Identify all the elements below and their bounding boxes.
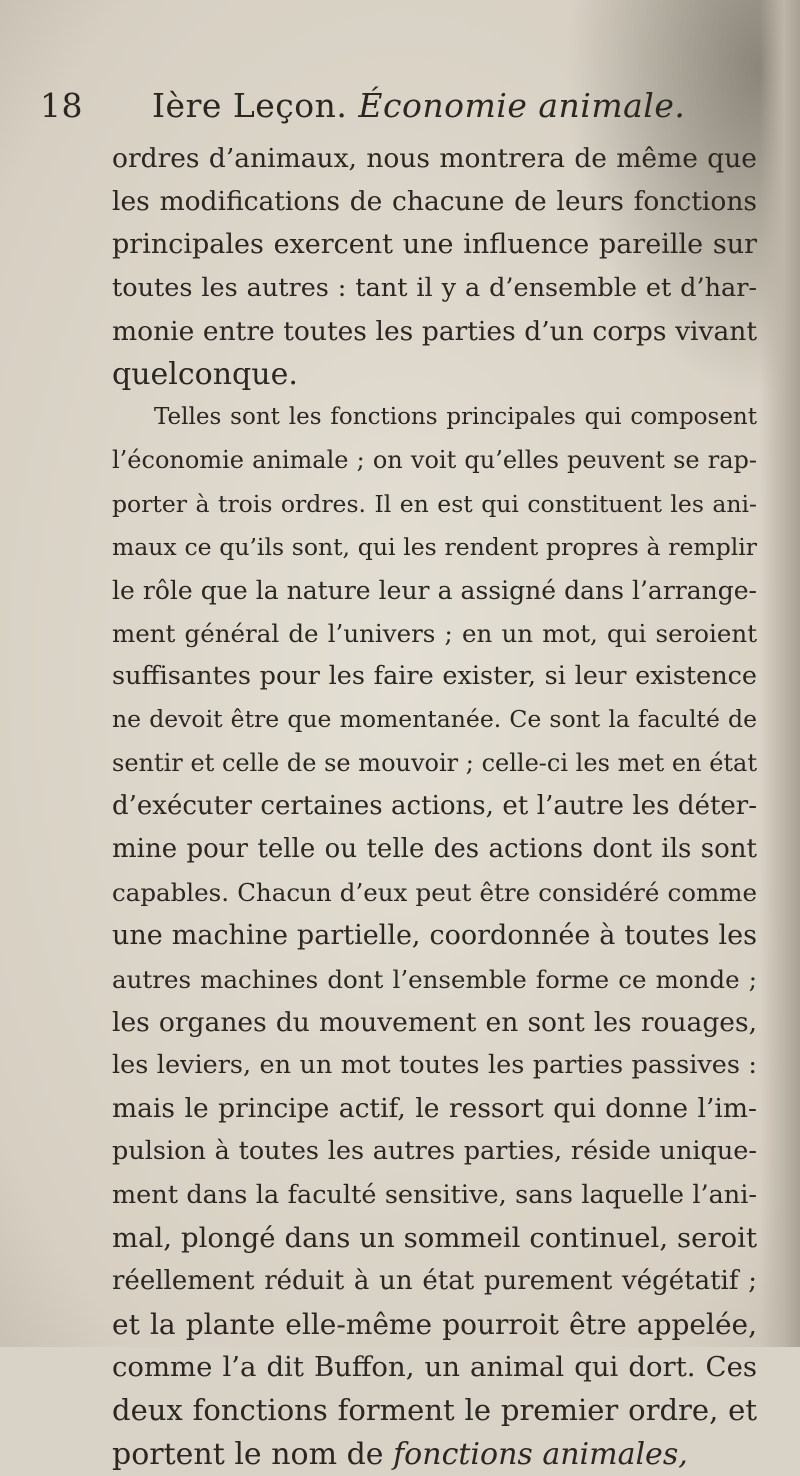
text-line: réellement réduit à un état purement végétatif ; [112,1265,757,1296]
text-line: suffisantes pour les faire exister, si leur existence [112,661,757,692]
text-line: les organes du mouvement en sont les rouages, [112,1006,757,1038]
text-line: le rôle que la nature leur a assigné dans l’arrange- [112,575,757,605]
text-line: autres machines dont l’ensemble forme ce monde ; [112,964,757,994]
text-line: pulsion à toutes les autres parties, réside unique- [112,1136,757,1167]
text-line: d’exécuter certaines actions, et l’autre les déter- [112,790,757,821]
page-edge-shadow [760,0,800,1347]
text-line: les modifications de chacune de leurs fonctions [112,186,757,218]
chapter-title: Économie animale. [358,86,686,125]
final-line-lead: portent le nom de [112,1436,394,1472]
text-line: l’économie animale ; on voit qu’elles peuvent se rap- [112,446,757,475]
lecon-label: Ière Leçon. [152,86,348,125]
text-line: toutes les autres : tant il y a d’ensemble et d’har- [112,272,757,303]
running-title [152,86,685,125]
text-line: monie entre toutes les parties d’un corps vivant [112,315,757,347]
text-line: maux ce qu’ils sont, qui les rendent propres à remplir [112,532,757,561]
page-number: 18 [40,86,83,125]
text-line: et la plante elle-même pourroit être appelée, [112,1308,757,1342]
text-line: sentir et celle de se mouvoir ; celle-ci les met en état [112,748,757,777]
text-line: mal, plongé dans un sommeil continuel, seroit [112,1221,757,1254]
text-line: Telles sont les fonctions principales qui composent [154,404,757,431]
text-line: les leviers, en un mot toutes les parties passives : [112,1049,757,1080]
body-text [112,137,757,1476]
text-line: capables. Chacun d’eux peut être considéré comme [112,878,757,908]
text-line: ment dans la faculté sensitive, sans laquelle l’ani- [112,1179,757,1210]
text-line: ordres d’animaux, nous montrera de même que [112,143,757,174]
text-line: mais le principe actif, le ressort qui donne l’im- [112,1093,757,1125]
text-line: principales exercent une influence pareille sur [112,229,757,261]
text-line: deux fonctions forment le premier ordre, et [112,1393,757,1428]
text-line: une machine partielle, coordonnée à toutes les [112,920,757,952]
text-line: ne devoit être que momentanée. Ce sont la faculté de [112,705,757,734]
text-line-final [112,1433,757,1476]
text-line: quelconque. [112,356,298,392]
text-line: comme l’a dit Buffon, un animal qui dort. Ces [112,1351,757,1384]
text-line: porter à trois ordres. Il en est qui constituent les ani- [112,489,757,518]
running-header [40,86,740,132]
final-line-italic: fonctions animales, [393,1436,688,1472]
text-line: mine pour telle ou telle des actions dont ils sont [112,834,757,864]
text-line: ment général de l’univers ; en un mot, qui seroient [112,619,757,649]
